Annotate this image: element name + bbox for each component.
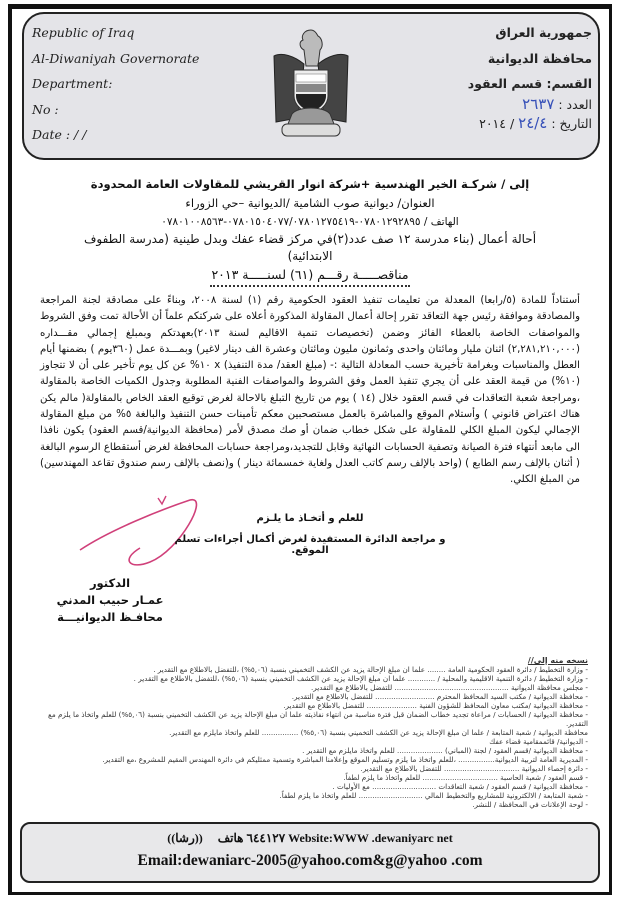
department-en: Department: [32,76,113,91]
copy-item: محافظة الديوانية / شعبة المتابعة / علما ان مبلغ الإحالة يزيد عن الكشف التخميني بنسبة (٥,٠٦%) ................ للعلم واتخاذ مايلزم مع التقدير. [169,728,588,737]
tender-number [40,266,580,287]
signature-block [50,575,170,626]
copy-item: - محافظة الديوانية /مكتب معاون المحافظ للشؤون الفنية ...................... للتفضل بالاطلاع مع التقدير. [283,701,588,710]
footer-website-note: ((رشا)) [167,831,203,845]
note-line-1: للعلم و أتخـاذ ما يلـزم [256,513,364,524]
copy-item: - وزارة التخطيط / دائرة التنمية الاقليمية والمحلية / ............ علما ان مبلغ الإحالة يزيد عن الكشف التخميني بنسبة (٥,٠٦%) ،للتفضل بالاطلاع مع التقدير . [133,674,588,683]
department-ar: القسم: قسم العقود [467,76,592,91]
dotted-separator [210,285,410,287]
footer-line-1 [22,831,598,846]
copy-item: - محافظة الديوانية / مكتب السيد المحافظ المحترم .......................... للتفضل بالاطلاع مع التقدير. [291,692,588,701]
number-label: العدد : [558,96,592,112]
letterhead-arabic [468,20,592,131]
signature-scribble [70,490,200,570]
governorate-ar: محافظة الديوانية [487,50,592,66]
copy-item: - لوحة الإعلانات في المحافظة / للنشر. [472,800,588,809]
number-en: No : [32,101,59,117]
date-field [468,113,592,132]
copies-list [28,656,588,809]
tender-label: مناقصـــــة رقـــم (٦١) لسنـــــة ٢٠١٣ [211,267,409,282]
recipient-phone: الهاتف / ٠٧٨٠١٢٩٢٨٩٥-٠٧٨٠١٥٠٤٠٧٧/٠٧٨٠١٢٧٥٤١٩-٠٧٨٠١٠٠٨٥٦٣ [161,216,459,228]
footer-phone-number: ٦٤٤١٢٧ [246,831,286,845]
footer-website[interactable]: Website:WWW .dewaniyarc net [288,831,453,845]
note-line-2: و مراجعة الدائرة المستفيدة لغرض أكمال أجراءات تسلم الموقع. [174,534,446,556]
date-value: ٢٤/٤ [518,113,548,132]
letter-body: أستناداً للمادة (٥/رابعا) المعدلة من تعليمات تنفيذ العقود الحكومية رقم (١) لسنة ٢٠٠٨، وبناءً على مصادقة لجنة المراجعة والمصادقة وموافقة رئيس جهة التعاقد تقرر إحالة أعمال المقاولة المذكورة أعلاه على شركتكم علماً أن الأحالة تمت وفق الشروط والمواصفات الخاصة بالعطاء الفائز وضمن (تخصيصات تنمية الاقاليم لسنة ٢٠١٣)بعهدتكم وبمبلغ إجمالي مقـــداره (٢,٢٨١,٢١٠,٠٠٠) اثنان مليار ومائتان واحدى وثمانون مليون ومائتان وعشرة الف دينار لاغير) وبمـــدة عمل (٣٦٠يوم ) بضمنها أيام العطل والمناسبات وبغرامة تأخيرية حسب المعادلة التالية :- (مبلغ العقد/ مدة التنفيذ) x ١٠% عن كل يوم تأخير على أن لا تتجاوز (١٠%) من قيمة العقد على أن يجري تنفيذ العمل وفق الشروط والمواصفات الفنية المطلوبة وجدول الكميات الخاصة بالمقاولة ،ومراجعة شعبة التعاقدات في قسم العقود خلال (١٤ ) يوم من تاريخ التبلغ بالاحالة لغرض توقيع العقد الخاص بالمقاولة( مالم يكن هناك اعتراض قانوني ) وأستلام الموقع والمباشرة بالعمل مستصحبين معكم تأمينات حسن التنفيذ والبالغة ٥% من مبلغ المقاولة الإجمالي ليكون المبلغ الكلي للمقاولة على شكل خطاب ضمان أو صك مصدق لأمر (محافظة الديوانية/قسم العقود) يكون نافذا الى مابعد أنتهاء فترة الصيانة وتصفية الحسابات النهائية وقابل للتجديد،ومراجعة حسابات المحافظة لغرض أستقطاع الرسوم البالغة ( أثنان بالإلف رسم الطابع ) (واحد بالإلف رسم كاتب العدل ولغاية خمسمائة دينار ) و(نصف بالإلف رسم صندوق تقاعد المهندسين) من المبلغ الكلي. [40,295,581,486]
recipient-name: إلى / شركـة الخير الهندسية +شركة انوار القريشي للمقاولات العامة المحدودة [90,177,530,191]
letterhead-english [32,20,199,148]
signer-name: عمـار حبيب المدني [56,593,164,607]
copy-item: - المديرية العامة لتربية الديوانية................ ،للعلم واتخاذ ما يلزم وتسليم الموقع وإعلامنا المباشرة وتسمية ممثليكم في دائرة المهندس المقيم للمشروع ،مع التقدير. [102,755,588,764]
footer-phone-label: هاتف [217,831,244,845]
footer-contact [20,822,600,883]
copy-item: - شعبة المتابعة / الالكترونية للمشاريع والتخطيط المالي ............................ للعلم واتخاذ ما يلزم لطفاً. [279,791,588,800]
signer-position: محافـظ الديوانيـــة [57,610,163,624]
copy-item: - محافظة الديوانية /قسم العقود / لجنة (المباني) .................... للعلم واتخاذ مايلزم مع التقدير . [302,746,588,755]
footer-email[interactable]: Email:dewaniarc-2005@yahoo.com&g@yahoo .com [137,852,483,869]
country-en: Republic of Iraq [32,25,135,40]
governorate-en: Al-Diwaniyah Governorate [32,50,200,66]
copy-item: - قسم العقود / شعبة الحاسبة ................................. للعلم واتخاذ ما يلزم لطفاً. [343,773,588,782]
copy-item: - محافظة الديوانية / قسم العقود / شعبة التعاقدات ............................ مع الأوليات . [332,782,588,791]
copy-item: - محافظة الديوانية / الحسابات / مراعاة تجديد خطاب الضمان قبل فترة مناسبة من انتهاء نفاذيته علما ان مبلغ الإحالة يزيد عن الكشف التخميني بنسبة (٥,٠٦%) للعلم واتخاذ ما يلزم مع التقدير. [48,710,588,728]
date-year: / ٢٠١٤ [479,115,515,131]
copy-item: - دائرة إحصاء الديوانية ................................. للتفضل بالاطلاع مع التقدير. [360,764,588,773]
copies-title: نسخه منه إلى// [527,656,588,665]
date-label: التاريخ : [551,115,592,131]
number-field [468,94,592,113]
copy-item: - الديوانية/ قائممقامية قضاء عفك [489,737,588,746]
recipient-address: العنوان/ ديوانية صوب الشامية /الديوانية –حي الزوراء [185,196,435,210]
number-value: ٢٦٣٧ [522,94,555,113]
copy-item: - وزارة التخطيط / دائرة العقود الحكومية العامة ........ علما ان مبلغ الإحالة يزيد عن الكشف التخميني بنسبة (٥,٠٦%) ،للتفضل بالاطلاع مع التقدير . [153,665,588,674]
copy-item: - مجلس محافظة الديوانية .................................................. للتفضل بالاطلاع مع التقدير. [310,683,588,692]
signer-title: الدكتور [89,576,131,590]
country-ar: جمهورية العراق [495,25,592,40]
date-en: Date : / / [32,127,87,142]
iraq-eagle-emblem-icon [268,26,354,144]
subject: أحالة أعمال (بناء مدرسة ١٢ صف عدد(٢)في مركز قضاء عفك وبدل طينية (مدرسة الطفوف الابتدائية) [83,232,537,263]
